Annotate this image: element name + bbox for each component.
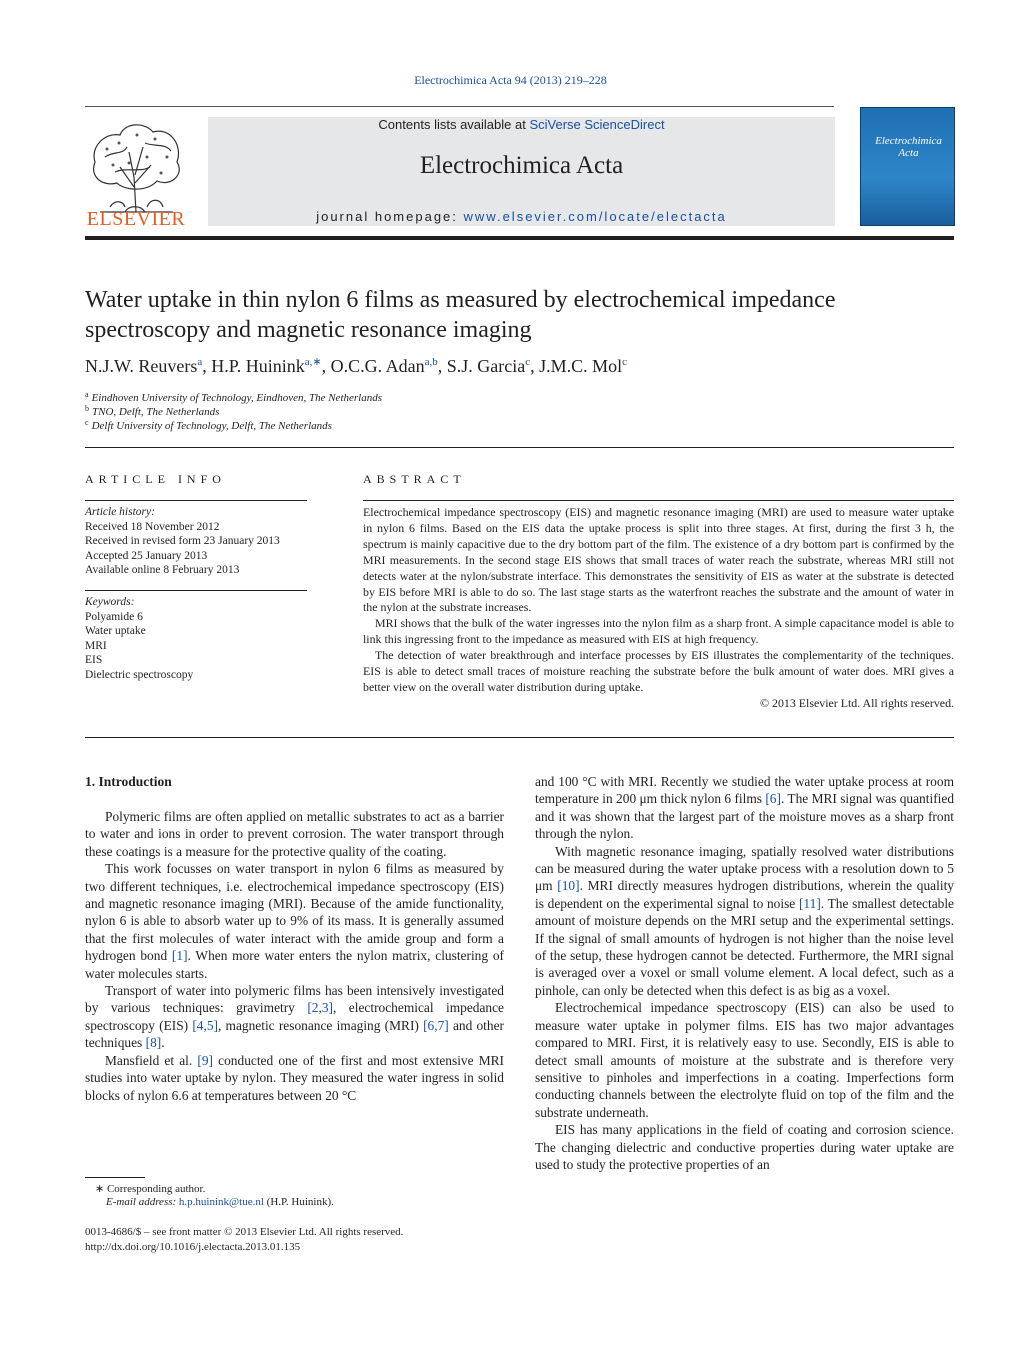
abstract-body bbox=[363, 505, 954, 712]
author-affiliation-marker[interactable]: c bbox=[622, 356, 628, 368]
body-text: . When more water enters the nylon matrix, clustering of water molecules starts. bbox=[85, 948, 504, 981]
citation-link[interactable]: [6,7] bbox=[423, 1017, 449, 1033]
body-text: Polymeric films are often applied on metallic substrates to act as a barrier to water and ions in order to prevent corrosion. The water transport through these coatings is a measure for the protective quality of the coating. bbox=[85, 809, 504, 859]
body-paragraph bbox=[85, 982, 504, 1052]
author-name: N.J.W. Reuvers bbox=[85, 356, 198, 376]
author-separator: , bbox=[202, 356, 212, 376]
body-text: Electrochemical impedance spectroscopy (EIS) can also be used to measure water uptake in polymer films. EIS has two major advantages compared to MRI. First, it is relatively easy to use. Secondly, EIS is able to detect small amounts of moisture at the substrate and is therefore very sensitive to pinholes and imperfections in a coating. Imperfections form conducting channels between the electrolyte fluid on top of the film and the substrate underneath. bbox=[535, 1000, 954, 1120]
body-text: , electrochemical impedance spectroscopy (EIS) bbox=[85, 1000, 505, 1033]
article-history: Article history: Received 18 November 2012 Received in revised form 23 January 2013 Accepted 25 January 2013 Available online 8 February 2013 bbox=[85, 506, 280, 576]
author-affiliation-marker[interactable]: a,∗ bbox=[304, 356, 322, 368]
section-heading-introduction: 1. Introduction bbox=[85, 774, 172, 789]
corresponding-author-note: ∗ Corresponding author. bbox=[95, 1183, 206, 1195]
body-text: This work focusses on water transport in nylon 6 films as measured by two different techniques, i.e. electrochemical impedance spectroscopy (EIS) and magnetic resonance imaging (MRI). Because of the amide functionality, nylon 6 is able to absorb water up to 9% of its mass. It is generally assumed that the first molecules of water interact with the amide group and form a hydrogen bond bbox=[85, 861, 504, 964]
body-text: . The smallest detectable amount of moisture depends on the MRI setup and the experimental settings. If the signal of small amounts of hydrogen is not higher than the noise level of the setup, these hydrogen cannot be detected. Furthermore, the MRI signal is averaged over a voxel or small volume element. A local defect, such as a pinhole, can only be detected when this defect is as big as a voxel. bbox=[535, 895, 954, 998]
body-paragraph bbox=[535, 1121, 954, 1173]
author-separator: , bbox=[437, 356, 447, 376]
affiliation-b: $^b$ TNO, Delft, The Netherlands bbox=[85, 404, 220, 418]
abstract-heading: ABSTRACT bbox=[363, 472, 466, 486]
body-text: conducted one of the first and most extensive MRI studies into water uptake by nylon. They measured the water ingress in solid blocks of nylon 6.6 at temperatures between 20 °C bbox=[85, 1052, 504, 1103]
body-text: . bbox=[161, 1035, 165, 1051]
body-paragraph bbox=[85, 808, 504, 860]
cover-title: Electrochimica Acta bbox=[875, 135, 942, 159]
citation-link[interactable]: [8] bbox=[145, 1035, 162, 1051]
abstract-paragraph: MRI shows that the bulk of the water ingresses into the nylon film as a sharp front. A simple capacitance model is able to link this ingressing front to the impedance as measured with EIS at high frequency. bbox=[363, 616, 954, 647]
footnote-rule bbox=[85, 1177, 145, 1178]
affiliation-a: $^a$ Eindhoven University of Technology, Eindhoven, The Netherlands bbox=[85, 390, 382, 404]
author-affiliation-marker[interactable]: c bbox=[525, 356, 531, 368]
body-paragraph bbox=[535, 999, 954, 1121]
author-name: S.J. Garcia bbox=[446, 356, 526, 376]
article-info-heading: ARTICLE INFO bbox=[85, 472, 226, 486]
contents-line: Contents lists available at SciVerse ScienceDirect bbox=[378, 117, 665, 132]
article-title: Water uptake in thin nylon 6 films as measured by electrochemical impedance spectroscopy and magnetic resonance imaging bbox=[85, 287, 836, 343]
keywords-rule bbox=[85, 590, 307, 591]
email-note: E-mail address: h.p.huinink@tue.nl (H.P. Huinink). bbox=[106, 1196, 334, 1208]
homepage-link[interactable]: www.elsevier.com/locate/electacta bbox=[463, 209, 727, 224]
keywords-list: Keywords: Polyamide 6 Water uptake MRI EIS Dielectric spectroscopy bbox=[85, 596, 194, 681]
body-paragraph bbox=[85, 860, 504, 982]
body-text: Transport of water into polymeric films has been intensively investigated by various techniques: gravimetry bbox=[85, 983, 504, 1016]
body-text: EIS has many applications in the field of coating and corrosion science. The changing dielectric and conductive properties during water uptake are used to study the protective properties of an bbox=[535, 1122, 954, 1172]
citation-link[interactable]: [10] bbox=[557, 878, 580, 894]
author-email-link[interactable]: h.p.huinink@tue.nl bbox=[178, 1196, 264, 1208]
issn-line: 0013-4686/$ – see front matter © 2013 Elsevier Ltd. All rights reserved. bbox=[85, 1226, 404, 1238]
author-name: H.P. Huinink bbox=[211, 356, 305, 376]
abstract-paragraph: The detection of water breakthrough and interface processes by EIS illustrates the complementarity of the techniques. EIS is able to detect small traces of moisture reaching the substrate before the bulk amount of water does. MRI gives a better view on the overall water distribution during uptake. bbox=[363, 648, 954, 694]
body-paragraph bbox=[85, 1052, 504, 1104]
author-name: O.C.G. Adan bbox=[330, 356, 425, 376]
author-affiliation-marker[interactable]: a,b bbox=[424, 356, 438, 368]
body-text: and other techniques bbox=[85, 1017, 505, 1051]
article-info-rule bbox=[85, 500, 307, 501]
body-text: . MRI directly measures hydrogen distributions, wherein the quality is dependent on the experimental signal to noise bbox=[535, 878, 954, 911]
body-text: and 100 °C with MRI. Recently we studied the water uptake process at room temperature in 200 μm thick nylon 6 films bbox=[535, 774, 954, 807]
abstract-rule bbox=[363, 500, 954, 501]
abstract-copyright: © 2013 Elsevier Ltd. All rights reserved. bbox=[760, 695, 954, 710]
citation-link[interactable]: [2,3] bbox=[307, 1000, 334, 1016]
doi-link[interactable]: http://dx.doi.org/10.1016/j.electacta.2013.01.135 bbox=[85, 1241, 301, 1253]
journal-reference-link[interactable]: Electrochimica Acta 94 (2013) 219–228 bbox=[414, 73, 607, 87]
citation-link[interactable]: [1] bbox=[171, 948, 188, 964]
body-text: . The MRI signal was quantified and it was shown that the largest part of the moisture moves as a sharp front through the nylon. bbox=[535, 791, 955, 842]
elsevier-wordmark: ELSEVIER bbox=[86, 208, 186, 230]
citation-link[interactable]: [4,5] bbox=[192, 1017, 218, 1033]
author-separator: , bbox=[321, 356, 331, 376]
author-name: J.M.C. Mol bbox=[539, 356, 623, 376]
header-thick-rule bbox=[85, 236, 954, 240]
author-separator: , bbox=[530, 356, 540, 376]
author-list bbox=[85, 355, 954, 377]
body-text: With magnetic resonance imaging, spatially resolved water distributions can be measured during the water uptake process with a resolution down to 5 μm bbox=[535, 843, 954, 894]
journal-homepage: journal homepage: www.elsevier.com/locate/electacta bbox=[316, 209, 727, 224]
body-left-column bbox=[85, 808, 504, 1104]
sciencedirect-link[interactable]: SciVerse ScienceDirect bbox=[529, 117, 665, 132]
citation-link[interactable]: [6] bbox=[765, 791, 781, 807]
affiliation-c: $^c$ Delft University of Technology, Delft, The Netherlands bbox=[85, 418, 332, 432]
citation-link[interactable]: [11] bbox=[798, 895, 821, 911]
header-top-rule bbox=[85, 106, 834, 107]
affiliation-rule bbox=[85, 447, 954, 448]
citation-link[interactable]: [9] bbox=[197, 1052, 214, 1068]
body-paragraph bbox=[535, 843, 954, 1000]
body-paragraph bbox=[535, 773, 954, 843]
author-affiliation-marker[interactable]: a bbox=[197, 356, 203, 368]
body-right-column bbox=[535, 773, 954, 1173]
body-text: , magnetic resonance imaging (MRI) bbox=[218, 1017, 424, 1033]
journal-cover-image bbox=[860, 107, 955, 226]
abstract-bottom-rule bbox=[85, 737, 954, 738]
abstract-paragraph: Electrochemical impedance spectroscopy (EIS) and magnetic resonance imaging (MRI) are used to measure water uptake in nylon 6 films. Based on the EIS data the uptake process is split into three stages. At first, during the first 3 h, the spectrum is mainly capacitive due to the dry bottom part of the film. The existence of a dry bottom part is confirmed by the MRI measurements. In the second stage EIS shows that small traces of water reach the substrate, whereas MRI still not detects water at the nylon/substrate interface. This demonstrates the sensitivity of EIS as water at the substrate is detected by EIS before MRI is able to do so. The last stage starts as the waterfront reaches the substrate and the amount of water in the nylon at the substrate increases. bbox=[363, 505, 954, 615]
body-text: Mansfield et al. bbox=[105, 1052, 198, 1068]
journal-title: Electrochimica Acta bbox=[419, 152, 624, 179]
